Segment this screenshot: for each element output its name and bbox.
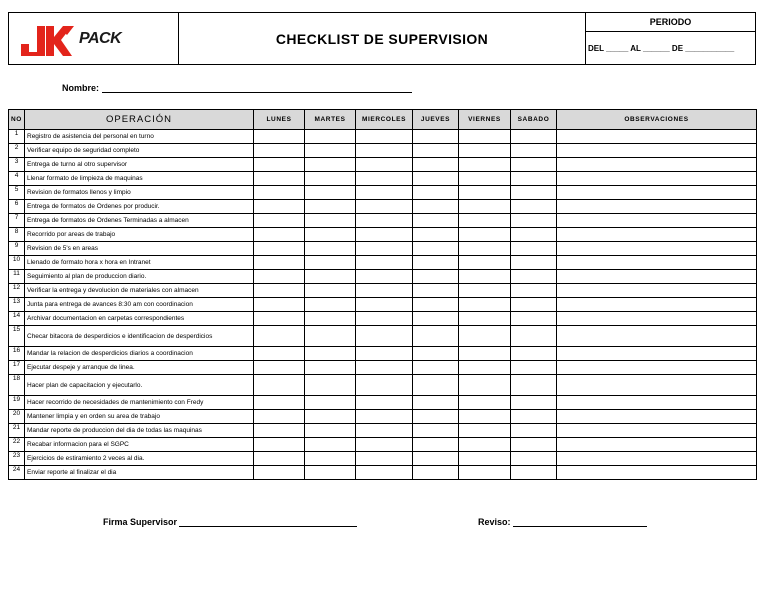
row-operation: Mantener limpia y en orden su area de trabajo — [25, 410, 254, 424]
jueves-cell[interactable] — [413, 466, 459, 480]
jueves-cell[interactable] — [413, 214, 459, 228]
sabado-cell[interactable] — [511, 347, 557, 361]
martes-cell[interactable] — [305, 396, 356, 410]
viernes-cell[interactable] — [459, 312, 511, 326]
lunes-cell[interactable] — [254, 228, 305, 242]
miercoles-cell[interactable] — [356, 375, 413, 396]
viernes-cell[interactable] — [459, 375, 511, 396]
reviso-label: Reviso: — [478, 517, 511, 527]
row-operation: Mandar la relacion de desperdicios diarios a coordinacion — [25, 347, 254, 361]
row-number: 19 — [9, 396, 25, 410]
lunes-cell[interactable] — [254, 347, 305, 361]
lunes-cell[interactable] — [254, 424, 305, 438]
martes-cell[interactable] — [305, 270, 356, 284]
table-row — [9, 144, 757, 158]
miercoles-cell[interactable] — [356, 347, 413, 361]
lunes-cell[interactable] — [254, 375, 305, 396]
viernes-cell[interactable] — [459, 326, 511, 347]
sabado-cell[interactable] — [511, 256, 557, 270]
col-sabado-header: SABADO — [511, 110, 557, 130]
table-row — [9, 298, 757, 312]
miercoles-cell[interactable] — [356, 424, 413, 438]
table-row — [9, 186, 757, 200]
sabado-cell[interactable] — [511, 158, 557, 172]
sabado-cell[interactable] — [511, 326, 557, 347]
col-operacion-header: OPERACIÓN — [25, 110, 254, 130]
viernes-cell[interactable] — [459, 242, 511, 256]
table-row — [9, 424, 757, 438]
table-row — [9, 452, 757, 466]
miercoles-cell[interactable] — [356, 326, 413, 347]
sabado-cell[interactable] — [511, 396, 557, 410]
jueves-cell[interactable] — [413, 284, 459, 298]
observaciones-cell[interactable] — [557, 438, 757, 452]
row-operation: Recorrido por areas de trabajo — [25, 228, 254, 242]
row-operation: Checar bitacora de desperdicios e identificacion de desperdicios — [25, 326, 254, 347]
viernes-cell[interactable] — [459, 284, 511, 298]
viernes-cell[interactable] — [459, 396, 511, 410]
viernes-cell[interactable] — [459, 200, 511, 214]
row-operation: Llenar formato de limpieza de maquinas — [25, 172, 254, 186]
table-row — [9, 158, 757, 172]
col-no-header: NO — [9, 110, 25, 130]
reviso-line[interactable] — [513, 516, 647, 527]
row-number: 3 — [9, 158, 25, 172]
row-number: 24 — [9, 466, 25, 480]
jueves-cell[interactable] — [413, 347, 459, 361]
observaciones-cell[interactable] — [557, 270, 757, 284]
jueves-cell[interactable] — [413, 438, 459, 452]
observaciones-cell[interactable] — [557, 396, 757, 410]
jueves-cell[interactable] — [413, 361, 459, 375]
sabado-cell[interactable] — [511, 172, 557, 186]
observaciones-cell[interactable] — [557, 326, 757, 347]
jueves-cell[interactable] — [413, 186, 459, 200]
observaciones-cell[interactable] — [557, 312, 757, 326]
viernes-cell[interactable] — [459, 214, 511, 228]
lunes-cell[interactable] — [254, 326, 305, 347]
row-operation: Hacer recorrido de necesidades de mantenimiento con Fredy — [25, 396, 254, 410]
jueves-cell[interactable] — [413, 396, 459, 410]
row-number: 8 — [9, 228, 25, 242]
jueves-cell[interactable] — [413, 270, 459, 284]
logo-mark-icon — [19, 22, 77, 56]
row-number: 15 — [9, 326, 25, 347]
observaciones-cell[interactable] — [557, 158, 757, 172]
lunes-cell[interactable] — [254, 144, 305, 158]
jueves-cell[interactable] — [413, 200, 459, 214]
lunes-cell[interactable] — [254, 466, 305, 480]
lunes-cell[interactable] — [254, 186, 305, 200]
lunes-cell[interactable] — [254, 361, 305, 375]
firma-supervisor-line[interactable] — [179, 516, 357, 527]
martes-cell[interactable] — [305, 158, 356, 172]
sabado-cell[interactable] — [511, 186, 557, 200]
lunes-cell[interactable] — [254, 172, 305, 186]
observaciones-cell[interactable] — [557, 130, 757, 144]
row-operation: Entrega de formatos de Ordenes por producir. — [25, 200, 254, 214]
sabado-cell[interactable] — [511, 270, 557, 284]
periodo-date-line[interactable]: DEL _____ AL ______ DE ___________ — [588, 43, 735, 53]
martes-cell[interactable] — [305, 130, 356, 144]
martes-cell[interactable] — [305, 256, 356, 270]
observaciones-cell[interactable] — [557, 186, 757, 200]
table-row — [9, 396, 757, 410]
viernes-cell[interactable] — [459, 361, 511, 375]
lunes-cell[interactable] — [254, 284, 305, 298]
sabado-cell[interactable] — [511, 144, 557, 158]
sabado-cell[interactable] — [511, 228, 557, 242]
row-number: 12 — [9, 284, 25, 298]
viernes-cell[interactable] — [459, 186, 511, 200]
martes-cell[interactable] — [305, 172, 356, 186]
jueves-cell[interactable] — [413, 375, 459, 396]
viernes-cell[interactable] — [459, 172, 511, 186]
viernes-cell[interactable] — [459, 256, 511, 270]
jueves-cell[interactable] — [413, 424, 459, 438]
table-row — [9, 242, 757, 256]
sabado-cell[interactable] — [511, 424, 557, 438]
observaciones-cell[interactable] — [557, 284, 757, 298]
sabado-cell[interactable] — [511, 466, 557, 480]
col-lunes-header: LUNES — [254, 110, 305, 130]
sabado-cell[interactable] — [511, 410, 557, 424]
row-operation: Registro de asistencia del personal en turno — [25, 130, 254, 144]
miercoles-cell[interactable] — [356, 284, 413, 298]
row-operation: Ejecutar despeje y arranque de linea. — [25, 361, 254, 375]
checklist-table — [8, 109, 757, 480]
table-row — [9, 256, 757, 270]
observaciones-cell[interactable] — [557, 200, 757, 214]
row-number: 16 — [9, 347, 25, 361]
row-operation: Recabar informacion para el SGPC — [25, 438, 254, 452]
periodo-box — [586, 13, 755, 64]
observaciones-cell[interactable] — [557, 172, 757, 186]
sabado-cell[interactable] — [511, 200, 557, 214]
sabado-cell[interactable] — [511, 452, 557, 466]
sabado-cell[interactable] — [511, 312, 557, 326]
martes-cell[interactable] — [305, 466, 356, 480]
martes-cell[interactable] — [305, 242, 356, 256]
row-operation: Hacer plan de capacitacion y ejecutarlo. — [25, 375, 254, 396]
miercoles-cell[interactable] — [356, 361, 413, 375]
table-row — [9, 326, 757, 347]
viernes-cell[interactable] — [459, 466, 511, 480]
miercoles-cell[interactable] — [356, 438, 413, 452]
row-operation: Llenado de formato hora x hora en Intranet — [25, 256, 254, 270]
jueves-cell[interactable] — [413, 256, 459, 270]
table-row — [9, 228, 757, 242]
logo-box — [9, 13, 179, 64]
jueves-cell[interactable] — [413, 130, 459, 144]
lunes-cell[interactable] — [254, 312, 305, 326]
periodo-label: PERIODO — [586, 13, 755, 32]
jueves-cell[interactable] — [413, 144, 459, 158]
row-number: 13 — [9, 298, 25, 312]
observaciones-cell[interactable] — [557, 144, 757, 158]
row-number: 2 — [9, 144, 25, 158]
martes-cell[interactable] — [305, 438, 356, 452]
row-number: 22 — [9, 438, 25, 452]
document-title: CHECKLIST DE SUPERVISION — [275, 30, 489, 47]
miercoles-cell[interactable] — [356, 466, 413, 480]
lunes-cell[interactable] — [254, 256, 305, 270]
viernes-cell[interactable] — [459, 452, 511, 466]
row-number: 18 — [9, 375, 25, 396]
observaciones-cell[interactable] — [557, 214, 757, 228]
jueves-cell[interactable] — [413, 172, 459, 186]
martes-cell[interactable] — [305, 312, 356, 326]
sabado-cell[interactable] — [511, 361, 557, 375]
lunes-cell[interactable] — [254, 130, 305, 144]
table-row — [9, 284, 757, 298]
col-observaciones-header: OBSERVACIONES — [557, 110, 757, 130]
lunes-cell[interactable] — [254, 270, 305, 284]
jueves-cell[interactable] — [413, 312, 459, 326]
logo-wordmark: PACK — [79, 29, 122, 47]
martes-cell[interactable] — [305, 326, 356, 347]
martes-cell[interactable] — [305, 347, 356, 361]
row-operation: Ejercicios de estiramiento 2 veces al dia. — [25, 452, 254, 466]
jueves-cell[interactable] — [413, 452, 459, 466]
table-row — [9, 312, 757, 326]
martes-cell[interactable] — [305, 375, 356, 396]
firma-supervisor-label: Firma Supervisor — [103, 517, 178, 527]
row-operation: Revision de formatos llenos y limpio — [25, 186, 254, 200]
observaciones-cell[interactable] — [557, 347, 757, 361]
sabado-cell[interactable] — [511, 298, 557, 312]
table-row — [9, 410, 757, 424]
observaciones-cell[interactable] — [557, 466, 757, 480]
viernes-cell[interactable] — [459, 347, 511, 361]
miercoles-cell[interactable] — [356, 452, 413, 466]
row-operation: Revision de 5's en areas — [25, 242, 254, 256]
observaciones-cell[interactable] — [557, 424, 757, 438]
nombre-field — [62, 80, 412, 93]
viernes-cell[interactable] — [459, 144, 511, 158]
row-operation: Junta para entrega de avances 8:30 am con coordinacion — [25, 298, 254, 312]
table-row — [9, 347, 757, 361]
row-number: 21 — [9, 424, 25, 438]
row-operation: Mandar reporte de produccion del dia de todas las maquinas — [25, 424, 254, 438]
title-box — [179, 13, 586, 64]
row-number: 4 — [9, 172, 25, 186]
martes-cell[interactable] — [305, 361, 356, 375]
table-row — [9, 466, 757, 480]
row-operation: Archivar documentacion en carpetas correspondientes — [25, 312, 254, 326]
miercoles-cell[interactable] — [356, 158, 413, 172]
observaciones-cell[interactable] — [557, 361, 757, 375]
miercoles-cell[interactable] — [356, 144, 413, 158]
col-miercoles-header: MIERCOLES — [356, 110, 413, 130]
miercoles-cell[interactable] — [356, 298, 413, 312]
jueves-cell[interactable] — [413, 242, 459, 256]
lunes-cell[interactable] — [254, 438, 305, 452]
martes-cell[interactable] — [305, 214, 356, 228]
lunes-cell[interactable] — [254, 298, 305, 312]
miercoles-cell[interactable] — [356, 270, 413, 284]
row-operation: Enviar reporte al finalizar el dia — [25, 466, 254, 480]
martes-cell[interactable] — [305, 144, 356, 158]
lunes-cell[interactable] — [254, 396, 305, 410]
observaciones-cell[interactable] — [557, 410, 757, 424]
jueves-cell[interactable] — [413, 298, 459, 312]
lunes-cell[interactable] — [254, 410, 305, 424]
observaciones-cell[interactable] — [557, 228, 757, 242]
nombre-input-line[interactable] — [102, 80, 412, 93]
table-row — [9, 361, 757, 375]
table-row — [9, 270, 757, 284]
martes-cell[interactable] — [305, 410, 356, 424]
row-number: 17 — [9, 361, 25, 375]
table-row — [9, 214, 757, 228]
lunes-cell[interactable] — [254, 158, 305, 172]
nombre-label: Nombre: — [62, 83, 100, 93]
martes-cell[interactable] — [305, 228, 356, 242]
row-operation: Entrega de turno al otro supervisor — [25, 158, 254, 172]
table-row — [9, 200, 757, 214]
miercoles-cell[interactable] — [356, 256, 413, 270]
table-body — [9, 130, 757, 480]
sabado-cell[interactable] — [511, 438, 557, 452]
lunes-cell[interactable] — [254, 242, 305, 256]
jueves-cell[interactable] — [413, 410, 459, 424]
reviso-field — [478, 516, 647, 527]
table-row — [9, 438, 757, 452]
col-martes-header: MARTES — [305, 110, 356, 130]
viernes-cell[interactable] — [459, 158, 511, 172]
document-header — [8, 12, 756, 65]
lunes-cell[interactable] — [254, 214, 305, 228]
miercoles-cell[interactable] — [356, 228, 413, 242]
viernes-cell[interactable] — [459, 438, 511, 452]
row-number: 6 — [9, 200, 25, 214]
martes-cell[interactable] — [305, 200, 356, 214]
firma-supervisor-field — [103, 516, 357, 527]
table-header-row — [9, 110, 757, 130]
viernes-cell[interactable] — [459, 298, 511, 312]
observaciones-cell[interactable] — [557, 452, 757, 466]
miercoles-cell[interactable] — [356, 242, 413, 256]
lunes-cell[interactable] — [254, 452, 305, 466]
sabado-cell[interactable] — [511, 214, 557, 228]
viernes-cell[interactable] — [459, 130, 511, 144]
miercoles-cell[interactable] — [356, 186, 413, 200]
sabado-cell[interactable] — [511, 242, 557, 256]
miercoles-cell[interactable] — [356, 172, 413, 186]
jueves-cell[interactable] — [413, 228, 459, 242]
jueves-cell[interactable] — [413, 326, 459, 347]
observaciones-cell[interactable] — [557, 256, 757, 270]
martes-cell[interactable] — [305, 298, 356, 312]
jueves-cell[interactable] — [413, 158, 459, 172]
table-row — [9, 130, 757, 144]
observaciones-cell[interactable] — [557, 298, 757, 312]
observaciones-cell[interactable] — [557, 375, 757, 396]
row-number: 9 — [9, 242, 25, 256]
col-jueves-header: JUEVES — [413, 110, 459, 130]
miercoles-cell[interactable] — [356, 396, 413, 410]
viernes-cell[interactable] — [459, 410, 511, 424]
row-number: 7 — [9, 214, 25, 228]
martes-cell[interactable] — [305, 424, 356, 438]
row-number: 10 — [9, 256, 25, 270]
col-viernes-header: VIERNES — [459, 110, 511, 130]
miercoles-cell[interactable] — [356, 410, 413, 424]
row-operation: Entrega de formatos de Ordenes Terminadas a almacen — [25, 214, 254, 228]
sabado-cell[interactable] — [511, 284, 557, 298]
row-operation: Seguimiento al plan de produccion diario. — [25, 270, 254, 284]
row-number: 5 — [9, 186, 25, 200]
row-number: 1 — [9, 130, 25, 144]
lunes-cell[interactable] — [254, 200, 305, 214]
sabado-cell[interactable] — [511, 130, 557, 144]
viernes-cell[interactable] — [459, 270, 511, 284]
row-operation: Verificar equipo de seguridad completo — [25, 144, 254, 158]
miercoles-cell[interactable] — [356, 214, 413, 228]
miercoles-cell[interactable] — [356, 200, 413, 214]
row-number: 20 — [9, 410, 25, 424]
table-row — [9, 172, 757, 186]
table-row — [9, 375, 757, 396]
miercoles-cell[interactable] — [356, 312, 413, 326]
row-number: 23 — [9, 452, 25, 466]
miercoles-cell[interactable] — [356, 130, 413, 144]
viernes-cell[interactable] — [459, 228, 511, 242]
sabado-cell[interactable] — [511, 375, 557, 396]
row-operation: Verificar la entrega y devolucion de materiales con almacen — [25, 284, 254, 298]
company-logo — [19, 22, 121, 56]
row-number: 14 — [9, 312, 25, 326]
viernes-cell[interactable] — [459, 424, 511, 438]
martes-cell[interactable] — [305, 186, 356, 200]
martes-cell[interactable] — [305, 452, 356, 466]
martes-cell[interactable] — [305, 284, 356, 298]
row-number: 11 — [9, 270, 25, 284]
observaciones-cell[interactable] — [557, 242, 757, 256]
